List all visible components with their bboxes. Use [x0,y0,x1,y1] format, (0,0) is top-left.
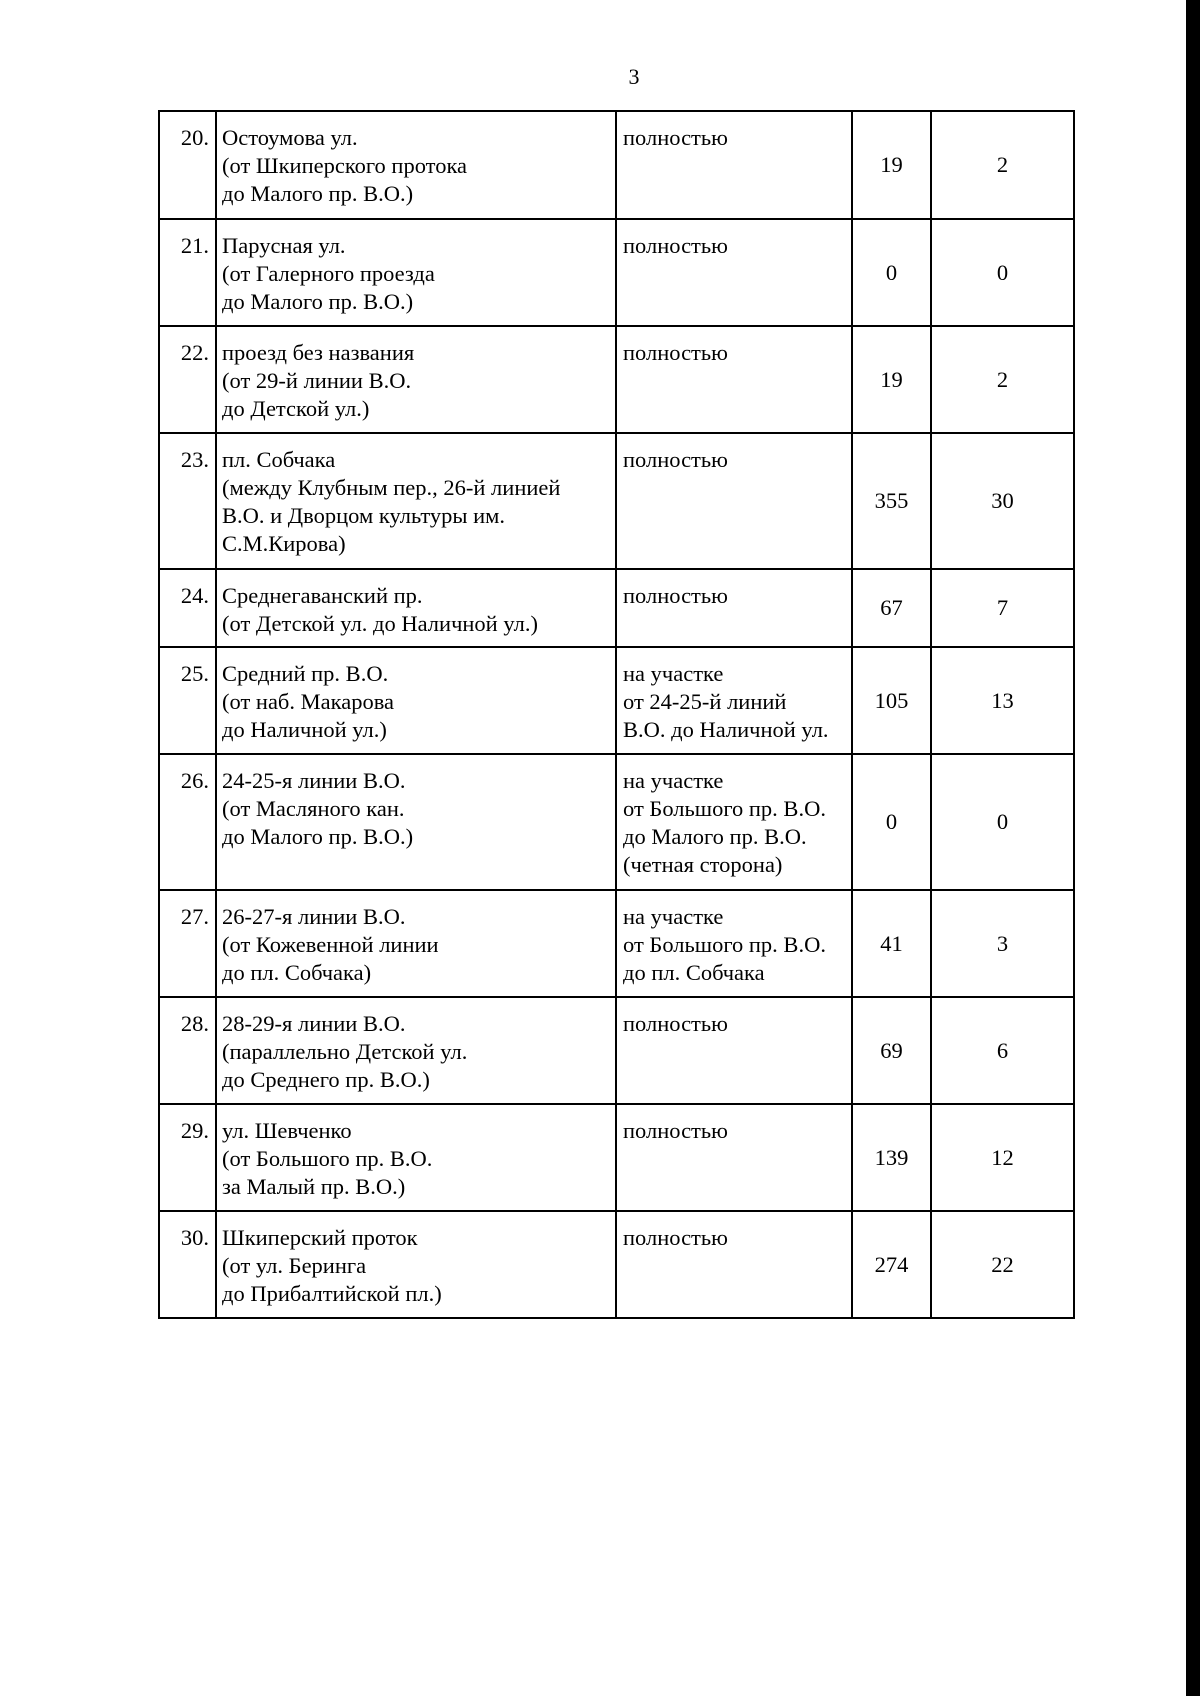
row-number: 24. [159,569,216,647]
table-row [159,1211,1074,1318]
street-line: Остоумова ул. [222,125,358,150]
street-cell [216,433,616,569]
row-number: 27. [159,890,216,997]
row-number: 26. [159,754,216,890]
street-line: до Малого пр. В.О.) [222,289,414,314]
row-number: 28. [159,997,216,1104]
street-line: (параллельно Детской ул. [222,1039,468,1064]
street-line: Парусная ул. [222,233,346,258]
section-cell [616,754,852,890]
value-cell-1: 355 [852,433,931,569]
table-row [159,1104,1074,1211]
street-cell [216,111,616,219]
section-line: от Большого пр. В.О. [623,796,826,821]
street-line: до Прибалтийской пл.) [222,1281,442,1306]
value-cell-2: 0 [931,219,1074,326]
street-line: 26-27-я линии В.О. [222,904,406,929]
value-cell-2: 2 [931,326,1074,433]
street-line: Среднегаванский пр. [222,583,423,608]
table-row [159,326,1074,433]
value-cell-2: 2 [931,111,1074,219]
value-cell-1: 19 [852,111,931,219]
street-line: Средний пр. В.О. [222,661,389,686]
street-line: за Малый пр. В.О.) [222,1174,406,1199]
value-cell-2: 30 [931,433,1074,569]
section-line: на участке [623,768,724,793]
section-cell [616,433,852,569]
row-number: 30. [159,1211,216,1318]
section-cell [616,569,852,647]
row-number: 22. [159,326,216,433]
section-cell [616,647,852,754]
section-line: от 24-25-й линий [623,689,787,714]
row-number: 23. [159,433,216,569]
street-cell [216,569,616,647]
street-line: (от Масляного кан. [222,796,405,821]
street-line: (от Шкиперского протока [222,153,468,178]
section-line: от Большого пр. В.О. [623,932,826,957]
street-line: до Детской ул.) [222,396,370,421]
table-row [159,433,1074,569]
section-line: полностью [623,233,728,258]
value-cell-1: 0 [852,754,931,890]
row-number: 20. [159,111,216,219]
section-line: полностью [623,447,728,472]
street-line: (от ул. Беринга [222,1253,367,1278]
street-line: проезд без названия [222,340,415,365]
street-cell [216,754,616,890]
section-line: (четная сторона) [623,852,783,877]
value-cell-2: 0 [931,754,1074,890]
value-cell-1: 41 [852,890,931,997]
section-cell [616,1211,852,1318]
street-line: (от Галерного проезда [222,261,435,286]
table-row [159,890,1074,997]
section-cell [616,1104,852,1211]
section-cell [616,326,852,433]
page-number: 3 [628,64,640,89]
value-cell-1: 19 [852,326,931,433]
scan-edge [1186,0,1200,1696]
value-cell-2: 7 [931,569,1074,647]
value-cell-1: 105 [852,647,931,754]
value-cell-2: 13 [931,647,1074,754]
street-line: Шкиперский проток [222,1225,418,1250]
street-line: до Малого пр. В.О.) [222,181,414,206]
section-cell [616,890,852,997]
value-cell-1: 0 [852,219,931,326]
section-line: до пл. Собчака [623,960,765,985]
row-number: 25. [159,647,216,754]
value-cell-2: 6 [931,997,1074,1104]
street-cell [216,326,616,433]
section-line: полностью [623,1225,728,1250]
street-line: 28-29-я линии В.О. [222,1011,406,1036]
table-row [159,569,1074,647]
section-line: полностью [623,1118,728,1143]
street-line: (от Кожевенной линии [222,932,439,957]
street-line: пл. Собчака [222,447,336,472]
section-line: полностью [623,583,728,608]
value-cell-1: 274 [852,1211,931,1318]
street-cell [216,219,616,326]
section-cell [616,997,852,1104]
street-cell [216,1211,616,1318]
street-line: (между Клубным пер., 26-й линией [222,475,561,500]
section-line: полностью [623,125,728,150]
street-line: до Наличной ул.) [222,717,387,742]
section-line: на участке [623,661,724,686]
street-cell [216,647,616,754]
table-row [159,219,1074,326]
street-line: до Среднего пр. В.О.) [222,1067,430,1092]
street-line: до Малого пр. В.О.) [222,824,414,849]
row-number: 29. [159,1104,216,1211]
value-cell-1: 139 [852,1104,931,1211]
value-cell-1: 67 [852,569,931,647]
table-row [159,997,1074,1104]
street-line: С.М.Кирова) [222,531,346,556]
value-cell-2: 3 [931,890,1074,997]
street-line: (от Детской ул. до Наличной ул.) [222,611,538,636]
table-row [159,647,1074,754]
value-cell-2: 12 [931,1104,1074,1211]
street-cell [216,1104,616,1211]
street-line: (от 29-й линии В.О. [222,368,412,393]
section-cell [616,111,852,219]
table-row [159,111,1074,219]
street-line: 24-25-я линии В.О. [222,768,406,793]
street-cell [216,997,616,1104]
section-line: на участке [623,904,724,929]
section-line: полностью [623,340,728,365]
streets-table [158,110,1075,1319]
row-number: 21. [159,219,216,326]
table-row [159,754,1074,890]
street-line: (от наб. Макарова [222,689,395,714]
section-line: В.О. до Наличной ул. [623,717,829,742]
section-line: до Малого пр. В.О. [623,824,807,849]
section-cell [616,219,852,326]
street-line: В.О. и Дворцом культуры им. [222,503,506,528]
street-line: ул. Шевченко [222,1118,352,1143]
street-line: (от Большого пр. В.О. [222,1146,433,1171]
street-cell [216,890,616,997]
street-line: до пл. Собчака) [222,960,372,985]
section-line: полностью [623,1011,728,1036]
value-cell-1: 69 [852,997,931,1104]
table-body [159,111,1074,1318]
value-cell-2: 22 [931,1211,1074,1318]
